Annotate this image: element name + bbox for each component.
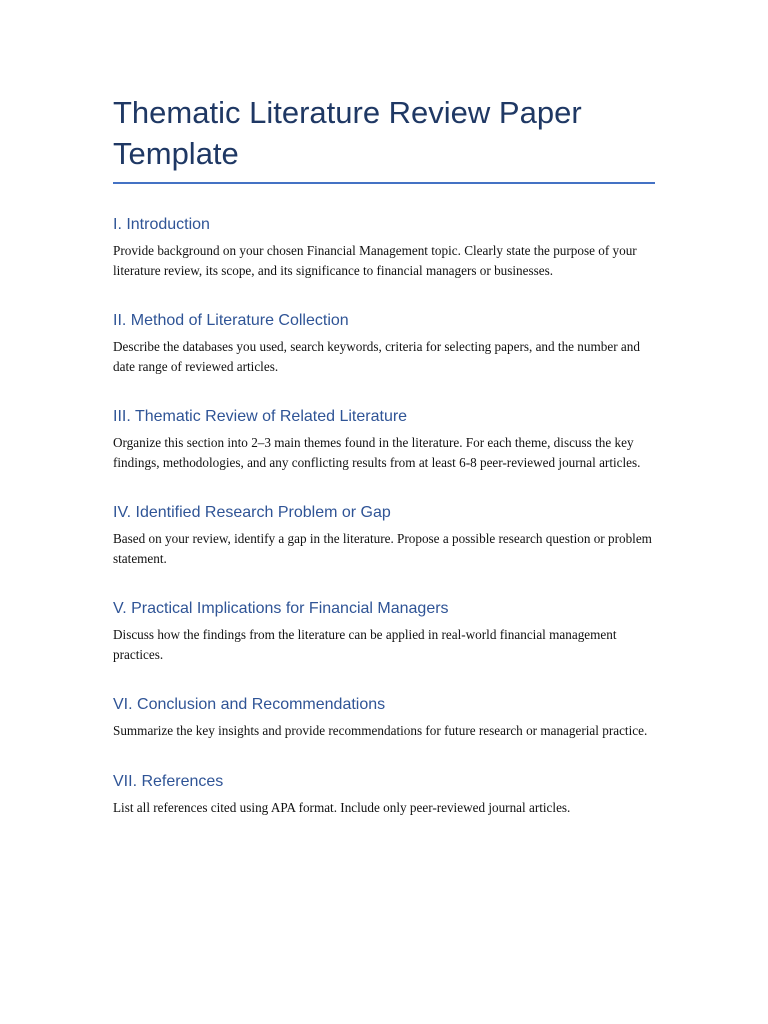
section-body: Organize this section into 2–3 main themes found in the literature. For each theme, discuss the key findings, methodologies, and any conflicting results from at least 6-8 peer-reviewed journal articles.: [113, 435, 641, 470]
section-heading: V. Practical Implications for Financial Managers: [113, 600, 449, 617]
section-method: [113, 311, 655, 376]
section-conclusion: [113, 695, 655, 741]
section-research-gap: [113, 503, 655, 568]
section-thematic-review: [113, 407, 655, 472]
section-introduction: [113, 215, 655, 280]
section-practical-implications: [113, 599, 655, 664]
section-heading: II. Method of Literature Collection: [113, 312, 349, 329]
section-body: Discuss how the findings from the literature can be applied in real-world financial management practices.: [113, 627, 617, 662]
section-body: Provide background on your chosen Financial Management topic. Clearly state the purpose of your literature review, its scope, and its significance to financial managers or businesses.: [113, 243, 637, 278]
section-body: List all references cited using APA format. Include only peer-reviewed journal articles.: [113, 799, 571, 815]
section-heading: VI. Conclusion and Recommendations: [113, 696, 386, 713]
section-heading: I. Introduction: [113, 216, 210, 233]
section-heading: III. Thematic Review of Related Literature: [113, 408, 408, 425]
document-title: Thematic Literature Review Paper Template: [113, 95, 582, 171]
title-underline: [113, 182, 655, 184]
section-heading: VII. References: [113, 772, 224, 790]
section-body: Describe the databases you used, search keywords, criteria for selecting papers, and the number and date range of reviewed articles.: [113, 339, 640, 374]
section-references: [113, 772, 655, 818]
section-body: Based on your review, identify a gap in the literature. Propose a possible research question or problem statement.: [113, 531, 652, 566]
document-page: [113, 92, 655, 817]
section-heading: IV. Identified Research Problem or Gap: [113, 504, 391, 521]
section-body: Summarize the key insights and provide recommendations for future research or managerial practice.: [113, 723, 648, 738]
